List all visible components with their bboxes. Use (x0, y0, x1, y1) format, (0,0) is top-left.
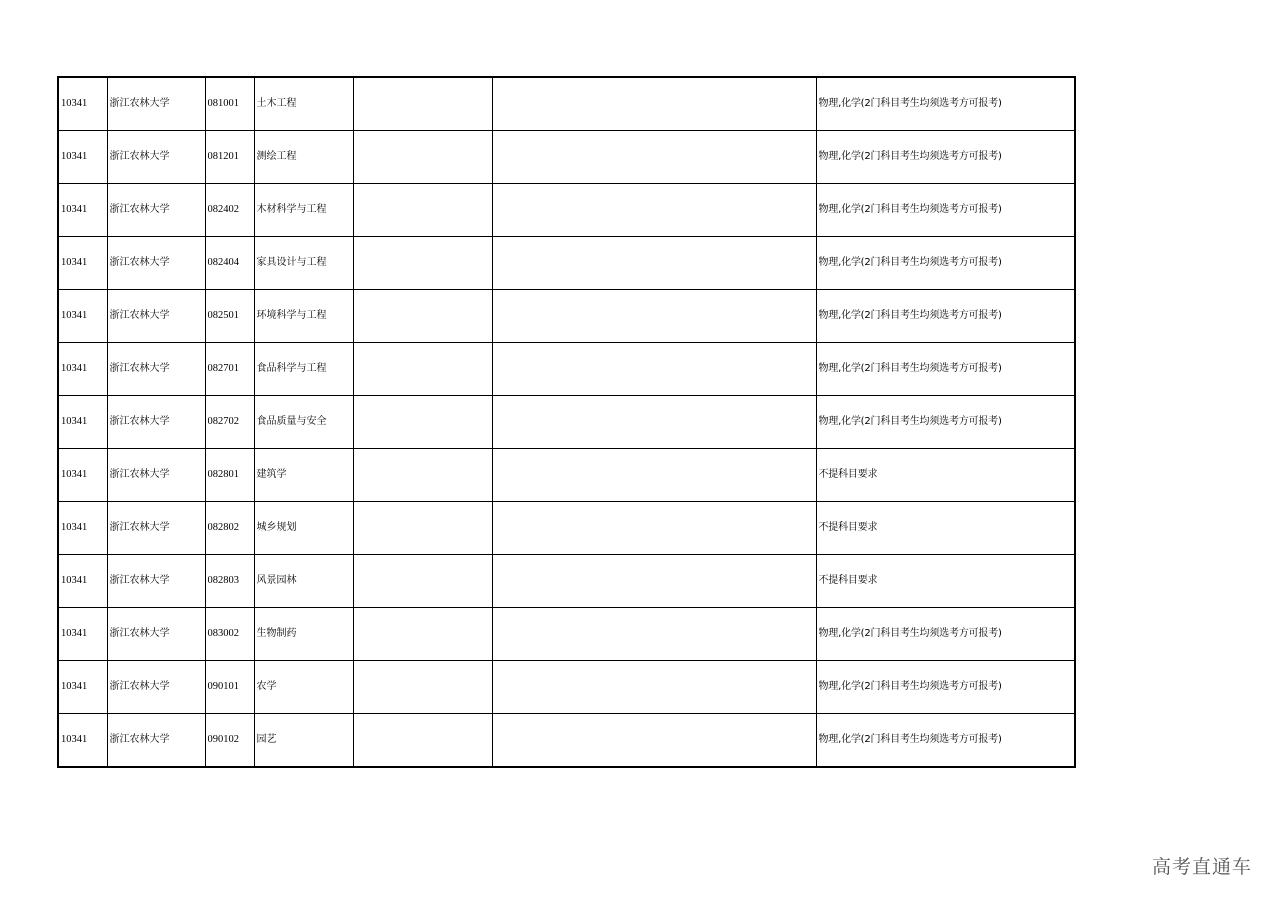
subject-requirements-table (57, 76, 1076, 768)
school-name-cell: 浙江农林大学 (107, 714, 205, 768)
school-name-cell: 浙江农林大学 (107, 608, 205, 661)
empty-cell (353, 396, 492, 449)
school-name-cell: 浙江农林大学 (107, 77, 205, 131)
major-name-cell: 建筑学 (254, 449, 353, 502)
requirement-cell: 不提科目要求 (816, 555, 1075, 608)
school-code-cell: 10341 (58, 661, 107, 714)
empty-cell (492, 661, 816, 714)
requirement-cell: 物理,化学(2门科目考生均须选考方可报考) (816, 608, 1075, 661)
empty-cell (353, 714, 492, 768)
empty-cell (353, 131, 492, 184)
requirement-cell: 不提科目要求 (816, 502, 1075, 555)
table-row (58, 396, 1075, 449)
empty-cell (492, 555, 816, 608)
empty-cell (492, 396, 816, 449)
major-code-cell: 090102 (205, 714, 254, 768)
school-name-cell: 浙江农林大学 (107, 343, 205, 396)
school-code-cell: 10341 (58, 555, 107, 608)
school-code-cell: 10341 (58, 184, 107, 237)
major-code-cell: 082701 (205, 343, 254, 396)
table-row (58, 237, 1075, 290)
school-code-cell: 10341 (58, 396, 107, 449)
empty-cell (353, 608, 492, 661)
requirement-cell: 不提科目要求 (816, 449, 1075, 502)
major-code-cell: 083002 (205, 608, 254, 661)
empty-cell (492, 502, 816, 555)
school-code-cell: 10341 (58, 290, 107, 343)
major-code-cell: 082801 (205, 449, 254, 502)
school-name-cell: 浙江农林大学 (107, 237, 205, 290)
table-row (58, 449, 1075, 502)
school-name-cell: 浙江农林大学 (107, 396, 205, 449)
empty-cell (492, 237, 816, 290)
empty-cell (353, 661, 492, 714)
major-code-cell: 082402 (205, 184, 254, 237)
empty-cell (353, 343, 492, 396)
major-code-cell: 082501 (205, 290, 254, 343)
major-name-cell: 食品科学与工程 (254, 343, 353, 396)
requirement-cell: 物理,化学(2门科目考生均须选考方可报考) (816, 661, 1075, 714)
requirement-cell: 物理,化学(2门科目考生均须选考方可报考) (816, 290, 1075, 343)
empty-cell (492, 714, 816, 768)
empty-cell (492, 290, 816, 343)
school-code-cell: 10341 (58, 343, 107, 396)
empty-cell (353, 290, 492, 343)
school-code-cell: 10341 (58, 77, 107, 131)
school-code-cell: 10341 (58, 714, 107, 768)
empty-cell (353, 237, 492, 290)
school-code-cell: 10341 (58, 608, 107, 661)
major-name-cell: 园艺 (254, 714, 353, 768)
major-code-cell: 082802 (205, 502, 254, 555)
table-row (58, 343, 1075, 396)
major-name-cell: 家具设计与工程 (254, 237, 353, 290)
major-name-cell: 生物制药 (254, 608, 353, 661)
requirement-cell: 物理,化学(2门科目考生均须选考方可报考) (816, 714, 1075, 768)
major-name-cell: 农学 (254, 661, 353, 714)
school-name-cell: 浙江农林大学 (107, 555, 205, 608)
empty-cell (353, 184, 492, 237)
major-name-cell: 城乡规划 (254, 502, 353, 555)
table-row (58, 555, 1075, 608)
table-row (58, 502, 1075, 555)
empty-cell (492, 449, 816, 502)
empty-cell (353, 502, 492, 555)
major-code-cell: 082702 (205, 396, 254, 449)
school-name-cell: 浙江农林大学 (107, 131, 205, 184)
major-name-cell: 土木工程 (254, 77, 353, 131)
requirement-cell: 物理,化学(2门科目考生均须选考方可报考) (816, 237, 1075, 290)
school-code-cell: 10341 (58, 502, 107, 555)
empty-cell (492, 608, 816, 661)
major-code-cell: 081001 (205, 77, 254, 131)
table-row (58, 77, 1075, 131)
school-name-cell: 浙江农林大学 (107, 290, 205, 343)
requirement-cell: 物理,化学(2门科目考生均须选考方可报考) (816, 396, 1075, 449)
table-row (58, 131, 1075, 184)
empty-cell (353, 77, 492, 131)
major-code-cell: 090101 (205, 661, 254, 714)
school-code-cell: 10341 (58, 237, 107, 290)
school-name-cell: 浙江农林大学 (107, 661, 205, 714)
table-row (58, 184, 1075, 237)
school-name-cell: 浙江农林大学 (107, 449, 205, 502)
empty-cell (353, 449, 492, 502)
table-row (58, 661, 1075, 714)
school-name-cell: 浙江农林大学 (107, 184, 205, 237)
major-name-cell: 风景园林 (254, 555, 353, 608)
major-code-cell: 082803 (205, 555, 254, 608)
major-name-cell: 食品质量与安全 (254, 396, 353, 449)
table-body (58, 77, 1075, 767)
table-row (58, 608, 1075, 661)
school-code-cell: 10341 (58, 449, 107, 502)
table-row (58, 714, 1075, 768)
empty-cell (492, 184, 816, 237)
empty-cell (492, 343, 816, 396)
major-name-cell: 测绘工程 (254, 131, 353, 184)
major-name-cell: 环境科学与工程 (254, 290, 353, 343)
school-name-cell: 浙江农林大学 (107, 502, 205, 555)
requirement-cell: 物理,化学(2门科目考生均须选考方可报考) (816, 131, 1075, 184)
major-name-cell: 木材科学与工程 (254, 184, 353, 237)
empty-cell (492, 131, 816, 184)
school-code-cell: 10341 (58, 131, 107, 184)
table-row (58, 290, 1075, 343)
watermark: 高考直通车 (1151, 856, 1252, 878)
major-code-cell: 081201 (205, 131, 254, 184)
major-code-cell: 082404 (205, 237, 254, 290)
requirement-cell: 物理,化学(2门科目考生均须选考方可报考) (816, 343, 1075, 396)
empty-cell (353, 555, 492, 608)
requirement-cell: 物理,化学(2门科目考生均须选考方可报考) (816, 77, 1075, 131)
empty-cell (492, 77, 816, 131)
requirement-cell: 物理,化学(2门科目考生均须选考方可报考) (816, 184, 1075, 237)
